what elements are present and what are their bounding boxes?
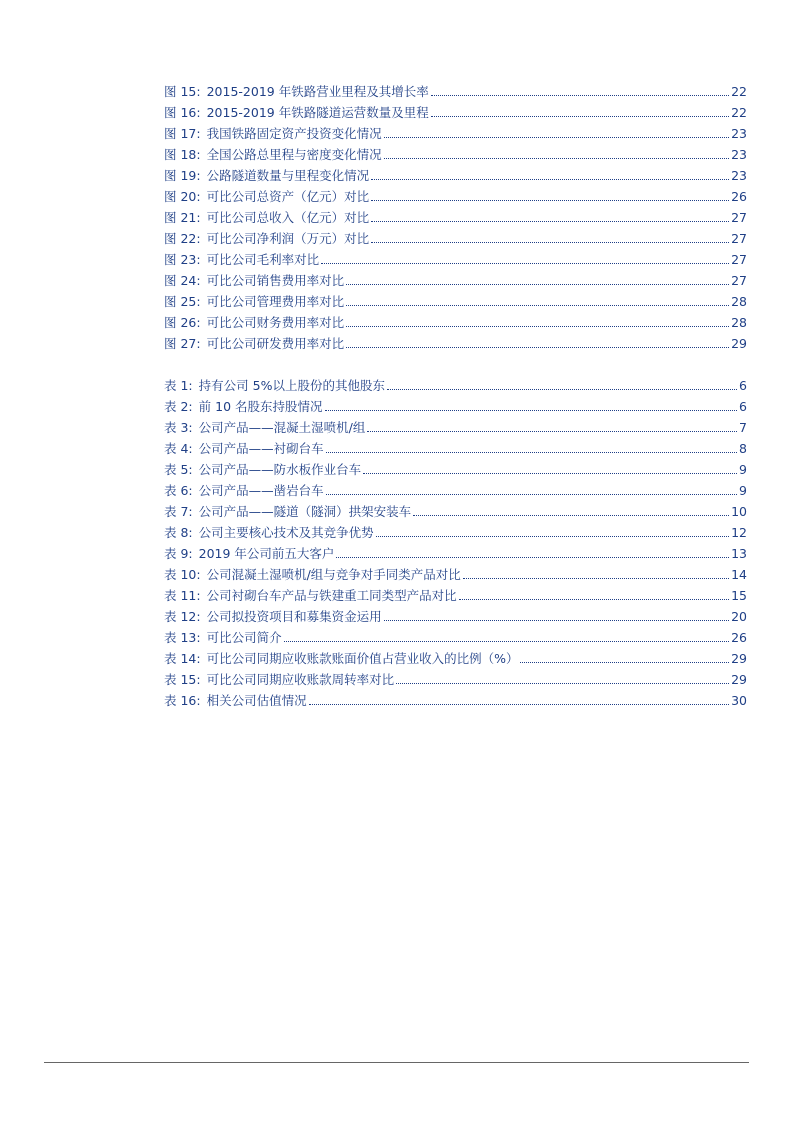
table-entry[interactable]	[164, 478, 747, 499]
entry-number: 表 3:	[164, 420, 193, 435]
table-entry[interactable]	[164, 646, 747, 667]
page-number: 27	[731, 210, 747, 225]
figure-entry[interactable]	[164, 142, 747, 163]
entry-title: 可比公司简介	[206, 630, 282, 645]
entry-number: 图 25:	[164, 294, 201, 309]
dot-leader	[309, 704, 729, 705]
entry-number: 图 21:	[164, 210, 201, 225]
entry-number: 表 16:	[164, 693, 201, 708]
figure-entry[interactable]	[164, 121, 747, 142]
entry-number: 图 17:	[164, 126, 201, 141]
figure-entry[interactable]	[164, 163, 747, 184]
entry-title: 我国铁路固定资产投资变化情况	[206, 126, 382, 141]
entry-title: 公司混凝土湿喷机/组与竞争对手同类产品对比	[206, 567, 461, 582]
entry-number: 表 11:	[164, 588, 201, 603]
entry-number: 表 12:	[164, 609, 201, 624]
entry-number: 表 9:	[164, 546, 193, 561]
entry-number: 图 15:	[164, 84, 201, 99]
table-list	[164, 373, 747, 709]
figure-entry[interactable]	[164, 310, 747, 331]
page-number: 28	[731, 294, 747, 309]
table-entry[interactable]	[164, 583, 747, 604]
entry-number: 图 26:	[164, 315, 201, 330]
entry-number: 图 23:	[164, 252, 201, 267]
entry-title: 公司产品——混凝土湿喷机/组	[198, 420, 366, 435]
dot-leader	[459, 599, 729, 600]
table-entry[interactable]	[164, 625, 747, 646]
figure-entry[interactable]	[164, 331, 747, 352]
page-number: 14	[731, 567, 747, 582]
entry-title: 相关公司估值情况	[206, 693, 307, 708]
page-number: 28	[731, 315, 747, 330]
figure-entry[interactable]	[164, 289, 747, 310]
entry-number: 表 8:	[164, 525, 193, 540]
dot-leader	[346, 305, 729, 306]
entry-title: 全国公路总里程与密度变化情况	[206, 147, 382, 162]
page-number: 10	[731, 504, 747, 519]
entry-title: 公司主要核心技术及其竞争优势	[198, 525, 374, 540]
dot-leader	[384, 137, 729, 138]
entry-title: 可比公司总资产（亿元）对比	[206, 189, 370, 204]
entry-title: 2019 年公司前五大客户	[198, 546, 335, 561]
entry-number: 图 20:	[164, 189, 201, 204]
figure-entry[interactable]	[164, 205, 747, 226]
entry-number: 表 14:	[164, 651, 201, 666]
figure-list	[164, 79, 747, 352]
entry-number: 表 15:	[164, 672, 201, 687]
figure-entry[interactable]	[164, 268, 747, 289]
figure-entry[interactable]	[164, 79, 747, 100]
entry-title: 可比公司总收入（亿元）对比	[206, 210, 370, 225]
dot-leader	[371, 221, 729, 222]
dot-leader	[346, 284, 729, 285]
page-number: 6	[739, 399, 747, 414]
table-entry[interactable]	[164, 436, 747, 457]
dot-leader	[325, 410, 738, 411]
table-entry[interactable]	[164, 415, 747, 436]
entry-title: 可比公司同期应收账款账面价值占营业收入的比例（%）	[206, 651, 519, 666]
page-number: 6	[739, 378, 747, 393]
table-entry[interactable]	[164, 688, 747, 709]
entry-title: 公司产品——衬砌台车	[198, 441, 324, 456]
table-entry[interactable]	[164, 604, 747, 625]
entry-title: 可比公司管理费用率对比	[206, 294, 345, 309]
entry-number: 图 22:	[164, 231, 201, 246]
dot-leader	[396, 683, 729, 684]
table-entry[interactable]	[164, 394, 747, 415]
page-number: 13	[731, 546, 747, 561]
page-number: 23	[731, 126, 747, 141]
figure-entry[interactable]	[164, 247, 747, 268]
table-entry[interactable]	[164, 373, 747, 394]
dot-leader	[336, 557, 729, 558]
page-number: 29	[731, 336, 747, 351]
dot-leader	[431, 95, 729, 96]
dot-leader	[367, 431, 737, 432]
dot-leader	[371, 200, 729, 201]
entry-number: 表 6:	[164, 483, 193, 498]
table-entry[interactable]	[164, 499, 747, 520]
entry-title: 公司产品——隧道（隧洞）拱架安装车	[198, 504, 412, 519]
entry-number: 表 10:	[164, 567, 201, 582]
entry-title: 前 10 名股东持股情况	[198, 399, 323, 414]
page-number: 15	[731, 588, 747, 603]
entry-number: 图 19:	[164, 168, 201, 183]
page-number: 8	[739, 441, 747, 456]
dot-leader	[463, 578, 729, 579]
entry-number: 表 7:	[164, 504, 193, 519]
entry-title: 可比公司同期应收账款周转率对比	[206, 672, 395, 687]
table-entry[interactable]	[164, 541, 747, 562]
dot-leader	[371, 242, 729, 243]
dot-leader	[376, 536, 729, 537]
entry-number: 表 4:	[164, 441, 193, 456]
dot-leader	[520, 662, 729, 663]
page-number: 27	[731, 273, 747, 288]
entry-number: 图 27:	[164, 336, 201, 351]
entry-number: 表 1:	[164, 378, 193, 393]
page-number: 29	[731, 672, 747, 687]
figure-entry[interactable]	[164, 226, 747, 247]
page-number: 22	[731, 105, 747, 120]
dot-leader	[284, 641, 729, 642]
dot-leader	[346, 347, 729, 348]
figure-entry[interactable]	[164, 100, 747, 121]
entry-title: 公司产品——防水板作业台车	[198, 462, 362, 477]
entry-number: 图 16:	[164, 105, 201, 120]
figure-entry[interactable]	[164, 184, 747, 205]
entry-number: 表 13:	[164, 630, 201, 645]
dot-leader	[431, 116, 729, 117]
entry-title: 公司拟投资项目和募集资金运用	[206, 609, 382, 624]
dot-leader	[384, 158, 729, 159]
page-number: 12	[731, 525, 747, 540]
entry-title: 可比公司净利润（万元）对比	[206, 231, 370, 246]
page-number: 9	[739, 483, 747, 498]
entry-title: 2015-2019 年铁路隧道运营数量及里程	[206, 105, 429, 120]
entry-title: 可比公司财务费用率对比	[206, 315, 345, 330]
page-number: 23	[731, 147, 747, 162]
entry-title: 可比公司毛利率对比	[206, 252, 320, 267]
table-entry[interactable]	[164, 520, 747, 541]
page-number: 27	[731, 252, 747, 267]
entry-title: 可比公司研发费用率对比	[206, 336, 345, 351]
page-number: 27	[731, 231, 747, 246]
page-number: 26	[731, 189, 747, 204]
dot-leader	[371, 179, 729, 180]
table-entry[interactable]	[164, 562, 747, 583]
dot-leader	[326, 452, 737, 453]
entry-number: 表 2:	[164, 399, 193, 414]
dot-leader	[321, 263, 729, 264]
footer-divider	[44, 1062, 749, 1063]
page-number: 7	[739, 420, 747, 435]
page-number: 20	[731, 609, 747, 624]
dot-leader	[326, 494, 737, 495]
dot-leader	[384, 620, 729, 621]
dot-leader	[363, 473, 737, 474]
entry-title: 可比公司销售费用率对比	[206, 273, 345, 288]
dot-leader	[413, 515, 729, 516]
page-number: 30	[731, 693, 747, 708]
page-number: 26	[731, 630, 747, 645]
page-number: 23	[731, 168, 747, 183]
entry-number: 图 18:	[164, 147, 201, 162]
entry-title: 持有公司 5%以上股份的其他股东	[198, 378, 385, 393]
dot-leader	[387, 389, 737, 390]
entry-title: 公路隧道数量与里程变化情况	[206, 168, 370, 183]
entry-title: 公司产品——凿岩台车	[198, 483, 324, 498]
dot-leader	[346, 326, 729, 327]
entry-title: 公司衬砌台车产品与铁建重工同类型产品对比	[206, 588, 457, 603]
table-entry[interactable]	[164, 667, 747, 688]
entry-number: 表 5:	[164, 462, 193, 477]
page-number: 22	[731, 84, 747, 99]
table-entry[interactable]	[164, 457, 747, 478]
entry-title: 2015-2019 年铁路营业里程及其增长率	[206, 84, 429, 99]
entry-number: 图 24:	[164, 273, 201, 288]
page-number: 29	[731, 651, 747, 666]
page-number: 9	[739, 462, 747, 477]
